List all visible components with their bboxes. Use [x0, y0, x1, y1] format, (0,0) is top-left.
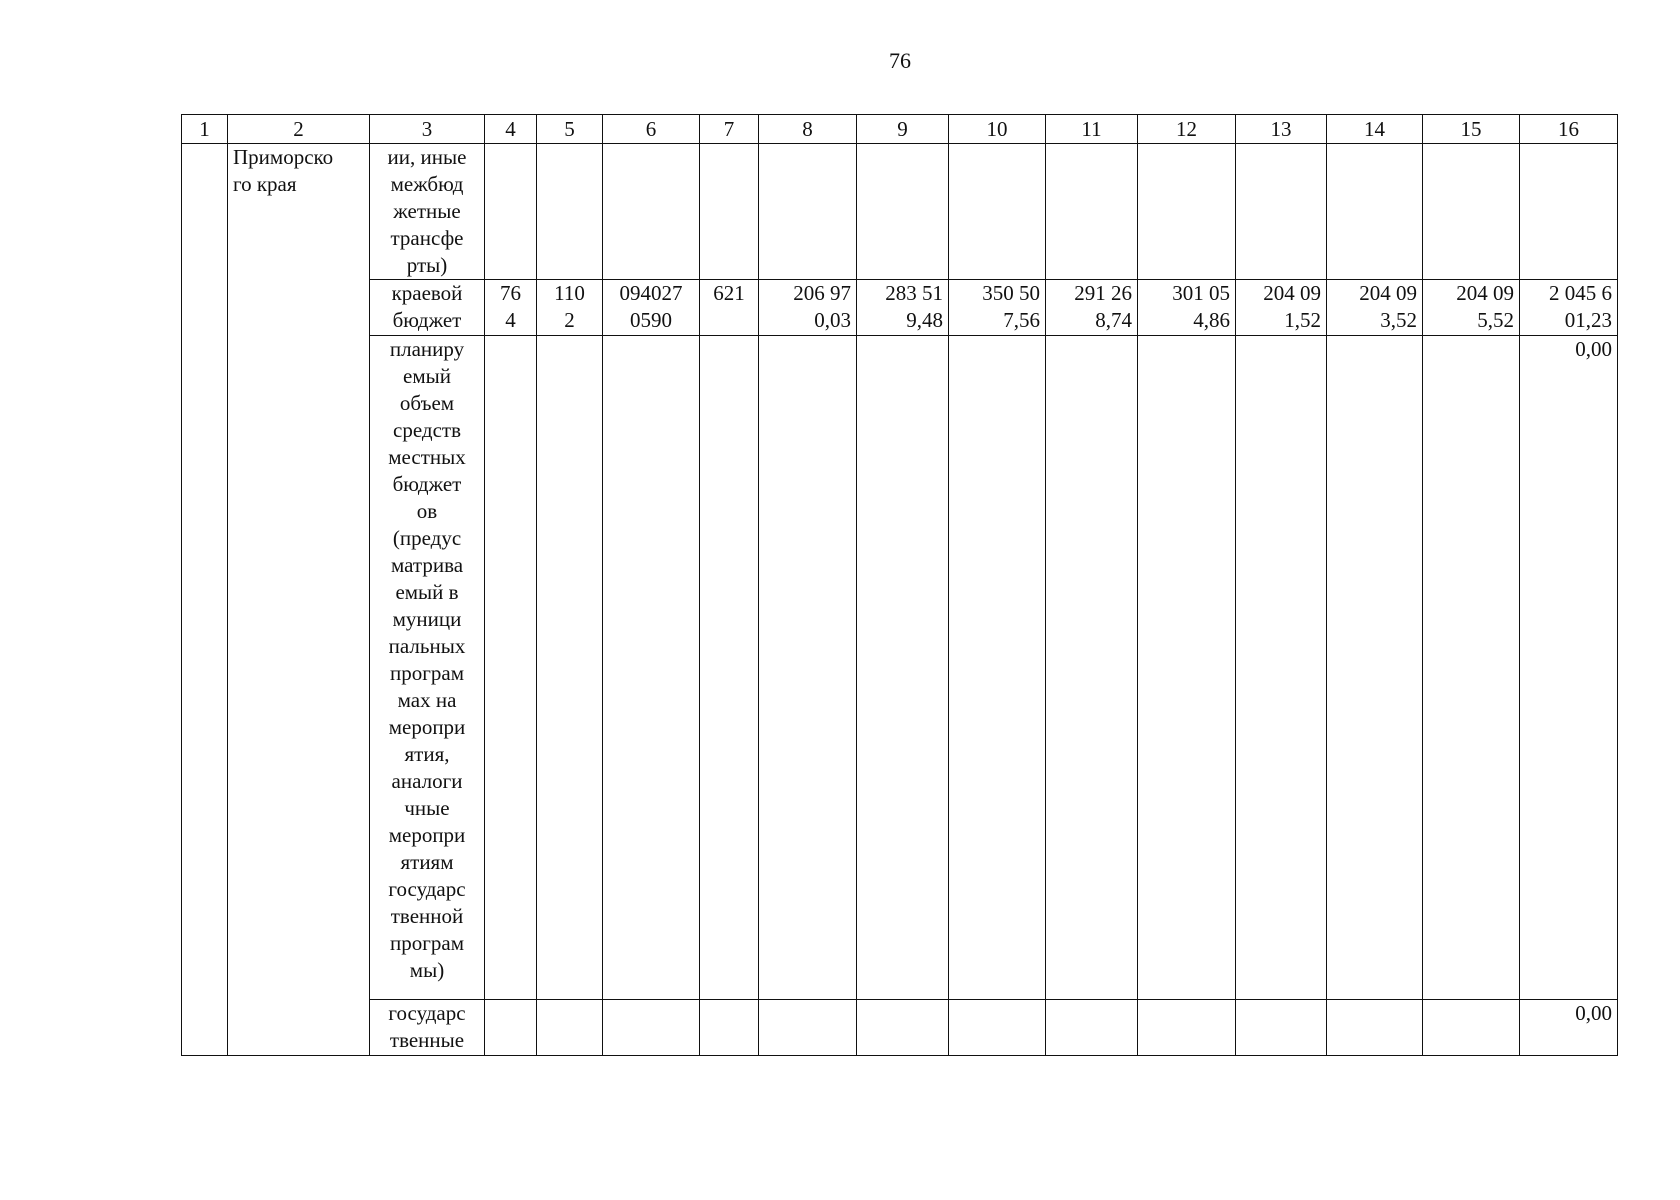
header-row [182, 115, 1618, 144]
code-cell: 110 2 [537, 280, 603, 336]
header-cell: 12 [1138, 115, 1236, 144]
page-number: 76 [889, 48, 911, 73]
total-cell: 0,00 [1520, 336, 1618, 1000]
empty-cell [1138, 1000, 1236, 1056]
header-cell: 1 [182, 115, 228, 144]
empty-cell [603, 144, 700, 280]
header-cell: 14 [1327, 115, 1423, 144]
empty-cell [700, 1000, 759, 1056]
empty-cell [1046, 336, 1138, 1000]
total-cell: 0,00 [1520, 1000, 1618, 1056]
empty-cell [537, 336, 603, 1000]
header-cell: 8 [759, 115, 857, 144]
amount-cell: 206 97 0,03 [759, 280, 857, 336]
empty-cell [485, 336, 537, 1000]
region-cell: Приморско го края [228, 144, 370, 1056]
empty-cell [1423, 144, 1520, 280]
budget-table [181, 114, 1618, 1056]
empty-cell [537, 144, 603, 280]
empty-cell [1046, 1000, 1138, 1056]
header-cell: 13 [1236, 115, 1327, 144]
source-cell: краевой бюджет [370, 280, 485, 336]
header-cell: 11 [1046, 115, 1138, 144]
amount-cell: 283 51 9,48 [857, 280, 949, 336]
empty-cell [537, 1000, 603, 1056]
empty-cell [1236, 144, 1327, 280]
empty-cell [1236, 336, 1327, 1000]
empty-cell [949, 336, 1046, 1000]
empty-cell [1236, 1000, 1327, 1056]
header-cell: 10 [949, 115, 1046, 144]
source-cell: ии, иные межбюд жетные трансфе рты) [370, 144, 485, 280]
total-cell: 2 045 6 01,23 [1520, 280, 1618, 336]
empty-cell [1046, 144, 1138, 280]
amount-cell: 204 09 1,52 [1236, 280, 1327, 336]
empty-cell [1327, 336, 1423, 1000]
table-row [182, 1000, 1618, 1056]
table-row [182, 280, 1618, 336]
empty-cell [857, 1000, 949, 1056]
empty-cell [857, 336, 949, 1000]
empty-cell [1423, 336, 1520, 1000]
amount-cell: 291 26 8,74 [1046, 280, 1138, 336]
code-cell: 621 [700, 280, 759, 336]
header-cell: 16 [1520, 115, 1618, 144]
empty-cell [949, 144, 1046, 280]
code-cell: 094027 0590 [603, 280, 700, 336]
empty-cell [1327, 1000, 1423, 1056]
empty-cell [1520, 144, 1618, 280]
empty-cell [759, 1000, 857, 1056]
empty-cell [485, 1000, 537, 1056]
header-cell: 6 [603, 115, 700, 144]
col1-cell [182, 144, 228, 1056]
table-row [182, 144, 1618, 280]
empty-cell [1138, 144, 1236, 280]
empty-cell [1327, 144, 1423, 280]
empty-cell [603, 1000, 700, 1056]
header-cell: 9 [857, 115, 949, 144]
header-cell: 7 [700, 115, 759, 144]
empty-cell [1138, 336, 1236, 1000]
header-cell: 2 [228, 115, 370, 144]
empty-cell [1423, 1000, 1520, 1056]
header-cell: 5 [537, 115, 603, 144]
empty-cell [700, 144, 759, 280]
header-cell: 4 [485, 115, 537, 144]
amount-cell: 350 50 7,56 [949, 280, 1046, 336]
empty-cell [759, 144, 857, 280]
table-row [182, 336, 1618, 1000]
empty-cell [857, 144, 949, 280]
empty-cell [485, 144, 537, 280]
source-cell: планиру емый объем средств местных бюджет ов (предус матрива емый в муници пальных програм мах на меропри ятия, аналоги чные меропри ятиям государс твенной програм мы) [370, 336, 485, 1000]
code-cell: 76 4 [485, 280, 537, 336]
empty-cell [603, 336, 700, 1000]
amount-cell: 204 09 3,52 [1327, 280, 1423, 336]
amount-cell: 204 09 5,52 [1423, 280, 1520, 336]
header-cell: 3 [370, 115, 485, 144]
header-cell: 15 [1423, 115, 1520, 144]
empty-cell [949, 1000, 1046, 1056]
empty-cell [700, 336, 759, 1000]
source-cell: государс твенные [370, 1000, 485, 1056]
empty-cell [759, 336, 857, 1000]
amount-cell: 301 05 4,86 [1138, 280, 1236, 336]
